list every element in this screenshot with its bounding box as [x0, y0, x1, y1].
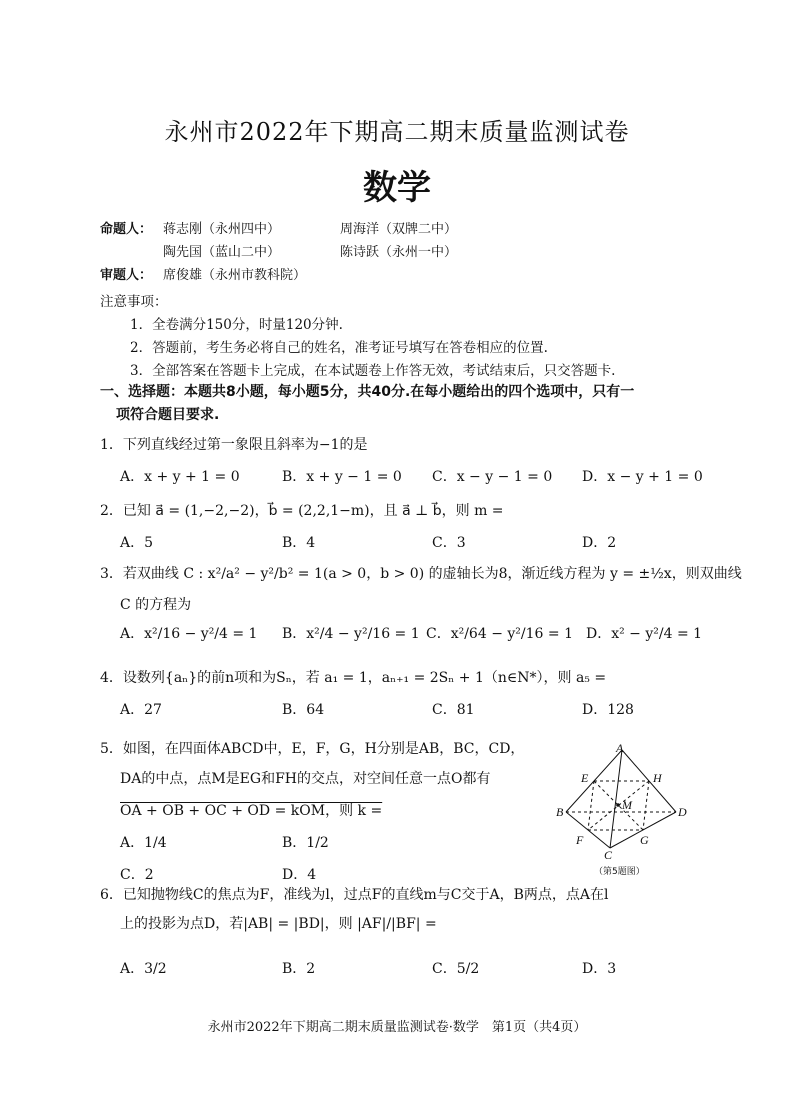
section-heading-cont: 项符合题目要求.: [116, 407, 220, 423]
q3-option-a: A．x²/16 − y²/4 = 1: [120, 626, 258, 642]
q5-stem-3: OA + OB + OC + OD = kOM，则 k =: [120, 803, 383, 819]
setter-3: 陶先国（蓝山二中）: [163, 245, 281, 260]
note-1: 1．全卷满分150分，时量120分钟.: [130, 317, 343, 333]
setter-4: 陈诗跃（永州一中）: [340, 245, 458, 260]
q3-option-b: B．x²/4 − y²/16 = 1: [282, 626, 420, 642]
q1-option-c: C．x − y − 1 = 0: [432, 469, 553, 485]
q5-option-d: D．4: [282, 867, 317, 883]
fig-label-h: H: [653, 771, 662, 785]
q6-option-d: D．3: [582, 961, 617, 977]
q6-option-a: A．3/2: [120, 961, 167, 977]
reviewer: 席俊雄（永州市教科院）: [163, 268, 307, 283]
fig-label-e: E: [581, 771, 589, 785]
page-footer: 永州市2022年下期高二期末质量监测试卷·数学 第1页（共4页）: [207, 1020, 587, 1035]
q5-stem-1: 5．如图，在四面体ABCD中，E，F，G，H分别是AB，BC，CD，: [100, 741, 525, 757]
q1-option-a: A．x + y + 1 = 0: [120, 469, 240, 485]
q4-option-d: D．128: [582, 702, 634, 718]
q2-option-c: C．3: [432, 535, 466, 551]
q2-option-a: A．5: [120, 535, 154, 551]
q6-option-c: C．5/2: [432, 961, 480, 977]
setter-1: 蒋志刚（永州四中）: [163, 222, 281, 237]
q1-stem: 1．下列直线经过第一象限且斜率为−1的是: [100, 437, 368, 453]
q1-option-d: D．x − y + 1 = 0: [582, 469, 703, 485]
setter-2: 周海洋（双牌二中）: [340, 222, 458, 237]
q4-stem: 4．设数列{aₙ}的前n项和为Sₙ，若 a₁ = 1，aₙ₊₁ = 2Sₙ + 1（n∈N*），则 a₅ =: [100, 670, 607, 686]
note-2: 2．答题前，考生务必将自己的姓名，准考证号填写在答卷相应的位置.: [130, 340, 548, 356]
fig-label-m: M: [622, 798, 632, 812]
fig-label-c: C: [604, 848, 613, 862]
q5-stem-2: DA的中点，点M是EG和FH的交点，对空间任意一点O都有: [120, 771, 491, 787]
fig-label-f: F: [576, 833, 584, 847]
fig-label-b: B: [556, 805, 564, 819]
q6-option-b: B．2: [282, 961, 316, 977]
q3-option-c: C．x²/64 − y²/16 = 1: [426, 626, 573, 642]
fig-label-g: G: [640, 833, 649, 847]
q2-stem: 2．已知 a⃗ = (1,−2,−2)，b⃗ = (2,2,1−m)，且 a⃗ ⊥ b⃗，则 m =: [100, 503, 504, 519]
tetrahedron-figure: [554, 742, 694, 880]
setters-label: 命题人：: [100, 222, 153, 237]
exam-title: 永州市2022年下期高二期末质量监测试卷: [164, 118, 630, 146]
q4-option-c: C．81: [432, 702, 475, 718]
notes-heading: 注意事项：: [100, 294, 168, 310]
q2-option-b: B．4: [282, 535, 316, 551]
q4-option-a: A．27: [120, 702, 162, 718]
q5-option-c: C．2: [120, 867, 154, 883]
q3-option-d: D．x² − y²/4 = 1: [586, 626, 703, 642]
q3-stem-cont: C 的方程为: [120, 597, 192, 613]
fig-label-d: D: [678, 805, 687, 819]
section-heading: 一、选择题：本题共8小题，每小题5分，共40分.在每小题给出的四个选项中，只有一: [100, 384, 635, 400]
subject-title: 数学: [363, 168, 431, 208]
q2-option-d: D．2: [582, 535, 617, 551]
note-3: 3．全部答案在答题卡上完成，在本试题卷上作答无效，考试结束后，只交答题卡.: [130, 363, 616, 379]
q1-option-b: B．x + y − 1 = 0: [282, 469, 402, 485]
figure-caption: （第5题图）: [594, 867, 645, 877]
q6-stem-1: 6．已知抛物线C的焦点为F，准线为l，过点F的直线m与C交于A，B两点，点A在l: [100, 887, 609, 903]
q3-stem: 3．若双曲线 C : x²/a² − y²/b² = 1(a > 0，b > 0) 的虚轴长为8，渐近线方程为 y = ±½x，则双曲线: [100, 566, 742, 582]
q5-option-b: B．1/2: [282, 835, 329, 851]
q5-option-a: A．1/4: [120, 835, 167, 851]
fig-label-a: A: [616, 742, 624, 755]
reviewer-label: 审题人：: [100, 268, 153, 283]
q4-option-b: B．64: [282, 702, 325, 718]
q6-stem-2: 上的投影为点D，若|AB| = |BD|，则 |AF|/|BF| =: [120, 916, 437, 932]
